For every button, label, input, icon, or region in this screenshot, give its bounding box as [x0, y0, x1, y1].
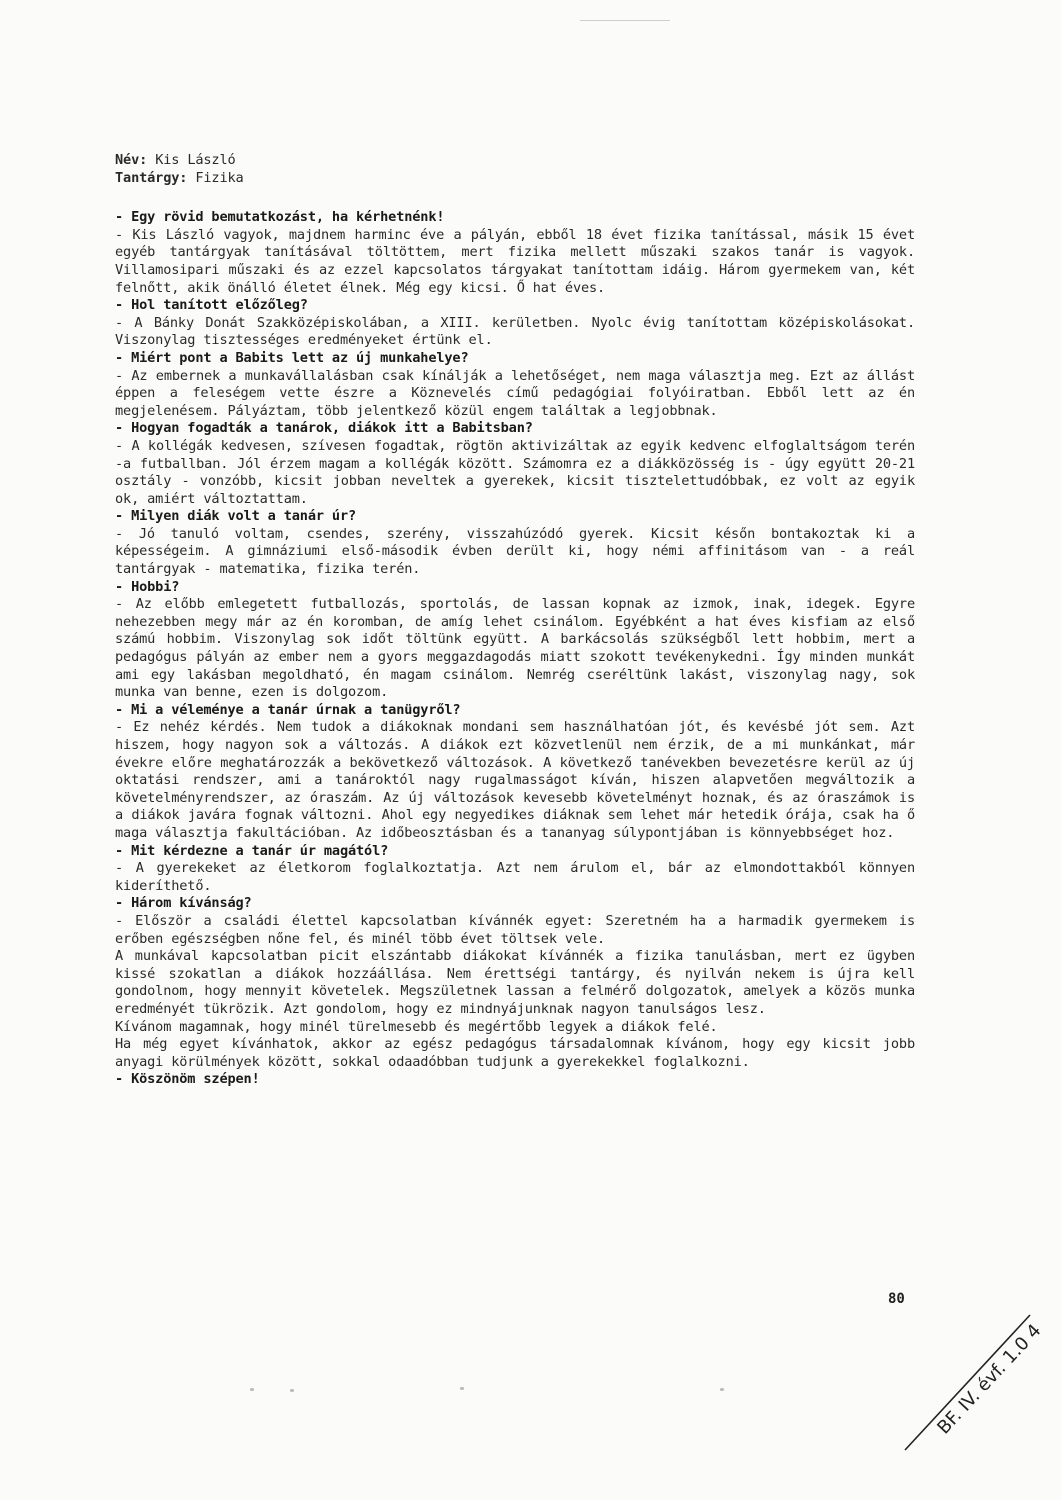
closing-line: - Köszönöm szépen! [115, 1071, 260, 1088]
answer-paragraph: - Először a családi élettel kapcsolatban kívánnék egyet: Szeretném ha a harmadik gyermekem is erőben egészségben nőne fel, és minél több évet töltsek vele. [115, 912, 915, 947]
answer-paragraph: - Kis László vagyok, majdnem harminc éve a pályán, ebből 18 évet fizika tanítással, másik 15 évet egyéb tantárgyak tanításával töltöttem, mert fizika mellett műszaki szakos tanár is vagyok. Villamosipari műszaki és az ezzel kapcsolatos tárgyakat tanítottam idáig. Három gyermekem van, két felnőtt, akik önálló életet élnek. Még egy kicsi. Ő hat éves. [115, 226, 915, 296]
subject-value: Fizika [195, 169, 244, 186]
question: - Három kívánság? [115, 895, 252, 912]
answer-paragraph: - Az embernek a munkavállalásban csak kínálják a lehetőséget, nem maga választja meg. Ezt az állást éppen a feleségem vette észre a Köznevelés című pedagógiai folyóiratban. Ebből lett az én megjelenésem. Pályáztam, több jelentkező közül engem találtak a legjobbnak. [115, 367, 915, 419]
scan-dot [720, 1388, 724, 1391]
interview-list [115, 209, 915, 1071]
question: - Miért pont a Babits lett az új munkahelye? [115, 349, 469, 366]
scan-dot [460, 1387, 464, 1390]
subject-line [115, 170, 915, 188]
answer-paragraph: - Az előbb emlegetett futballozás, sportolás, de lassan kopnak az izmok, inak, idegek. Egyre nehezebben megy már az én koromban, de amíg lehet csinálom. Egyébként a hat éves kisfiam az első számú hobbim. Viszonylag sok időt töltünk együtt. A barkácsolás szükségből lett hobbim, mert a pedagógus pályán az ember nem a gyors meggazdagodás miatt szokott tevékenykedni. Így minden munkát ami egy lakásban megoldható, én magam csinálom. Nemrég cseréltünk lakást, viszonylag nagy, sok munka van benne, ezen is dolgozom. [115, 596, 915, 701]
scan-dot [290, 1389, 294, 1392]
question: - Mit kérdezne a tanár úr magától? [115, 842, 389, 859]
question: - Milyen diák volt a tanár úr? [115, 508, 357, 525]
scan-mark [580, 20, 670, 21]
question: - Egy rövid bemutatkozást, ha kérhetnénk! [115, 209, 445, 226]
page-number: 80 [888, 1291, 905, 1307]
annotation-stroke [905, 1315, 1030, 1450]
answer-paragraph: - Ez nehéz kérdés. Nem tudok a diákoknak mondani sem használhatóan jót, és kevésbé jót sem. Azt hiszem, hogy nagyon sok a változás. A diákok ezt közvetlenül nem érzik, de a mi munkánkat, már évekre előre meghatározzák a bekövetkező változások. A következő tanévekben bevezetésre kerül az új oktatási rendszer, ami a tanároktól nagy rugalmasságot kíván, hiszen alapvetően megváltozik a követelményrendszer, az óraszám. Az új változások kevesebb követelményt hoznak, és az óraszámok is a diákok javára fognak változni. Ahol egy negyedikes diáknak sem lehet már hetedik órája, csak ha ő maga választja fakultációban. Az időbeosztásban és a tananyag súlypontjában is könnyebbséget hoz. [115, 719, 915, 841]
handwritten-annotation [900, 1310, 1050, 1460]
question: - Mi a véleménye a tanár úrnak a tanügyről? [115, 701, 461, 718]
answer-paragraph: Kívánom magamnak, hogy minél türelmesebb és megértőbb legyek a diákok felé. [115, 1018, 718, 1035]
answer-paragraph: - A kollégák kedvesen, szívesen fogadtak, rögtön aktivizáltak az egyik kedvenc elfoglaltságom terén -a futballban. Jól érzem magam a kollégák között. Számomra ez a diákközösség is - úgy együtt 20-21 osztály - vonzóbb, kicsit jobban neveltek a gyerekek, kicsit tisztelettudóbbak, ez volt az egyik ok, amiért változtattam. [115, 437, 915, 507]
question: - Hobbi? [115, 578, 180, 595]
question: - Hogyan fogadták a tanárok, diákok itt a Babitsban? [115, 420, 533, 437]
subject-label: Tantárgy: [115, 169, 188, 186]
name-value: Kis László [155, 152, 236, 168]
scan-dot [250, 1388, 254, 1391]
article-body [115, 152, 915, 1089]
answer-paragraph: - A Bánky Donát Szakközépiskolában, a XIII. kerületben. Nyolc évig tanítottam középiskolásokat. Viszonylag tisztességes eredményeket értünk el. [115, 314, 915, 349]
answer-paragraph: - A gyerekeket az életkorom foglalkoztatja. Azt nem árulom el, bár az elmondottakból könnyen kideríthető. [115, 860, 915, 894]
annotation-text: BF. IV. évf. 1.0 4 [933, 1320, 1046, 1439]
question: - Hol tanított előzőleg? [115, 297, 308, 314]
answer-paragraph: Ha még egyet kívánhatok, akkor az egész pedagógus társadalomnak kívánom, hogy egy kicsit jobb anyagi körülmények között, sokkal odaadóbban tudjunk a gyerekekkel foglalkozni. [115, 1036, 915, 1070]
answer-paragraph: - Jó tanuló voltam, csendes, szerény, visszahúzódó gyerek. Kicsit későn bontakoztak ki a képességeim. A gimnáziumi első-második évben derült ki, hogy némi affinitásom van - a reál tantárgyak - matematika, fizika terén. [115, 525, 915, 578]
name-label: Név: [115, 152, 148, 168]
answer-paragraph: A munkával kapcsolatban picit elszántabb diákokat kívánnék a fizika tanulásban, mert ez ügyben kissé szokatlan a diákok hozzáállása. Nem érettségi tantárgy, és nyilván nekem is újra kell gondolnom, hogy mennyit követelek. Megszületnek lassan a felmérő dolgozatok, amelyek a közös munka eredményét tükrözik. Azt gondolom, hogy ez mindnyájunknak nagyon tanulságos lesz. [115, 948, 915, 1017]
name-line [115, 152, 915, 170]
spacer [115, 187, 915, 209]
